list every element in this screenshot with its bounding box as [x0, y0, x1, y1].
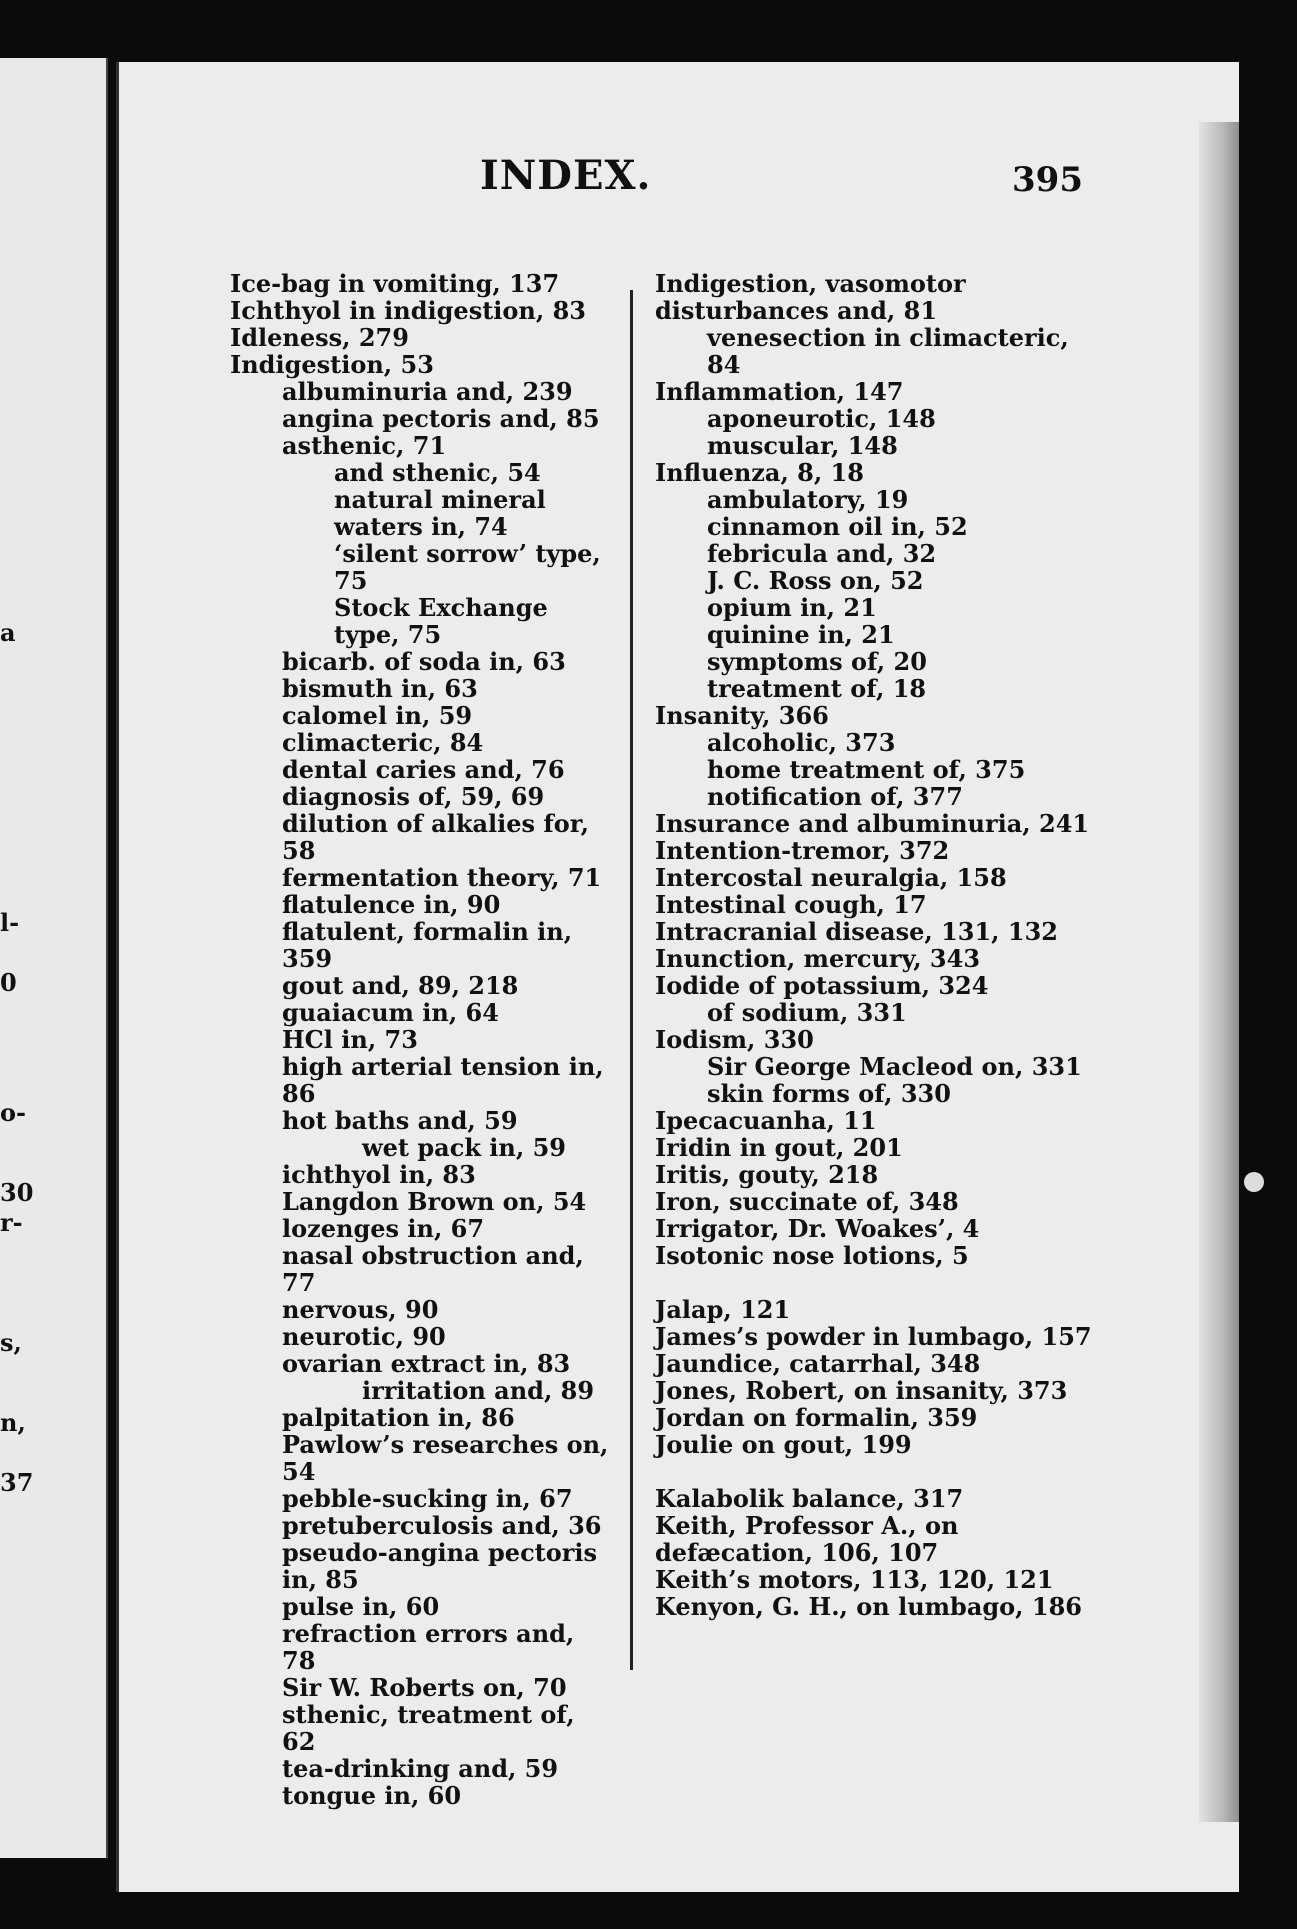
- index-subentry: angina pectoris and, 85: [282, 404, 600, 433]
- index-entry: Ice-bag in vomiting, 137: [230, 269, 560, 298]
- index-subentry: Stock Exchange type, 75: [334, 593, 548, 649]
- index-subentry: pebble-sucking in, 67: [282, 1484, 573, 1513]
- facing-page-fragment: o-: [0, 1098, 26, 1127]
- index-subentry: nervous, 90: [282, 1295, 439, 1324]
- index-column-right: [655, 270, 1095, 1620]
- index-entry: Keith’s motors, 113, 120, 121: [655, 1565, 1054, 1594]
- page-edge-shadow: [1199, 122, 1239, 1822]
- index-subentry: high arterial tension in, 86: [282, 1052, 604, 1108]
- facing-page-fragment: s,: [0, 1328, 22, 1357]
- index-subentry: hot baths and, 59: [282, 1106, 518, 1135]
- index-subentry: symptoms of, 20: [707, 647, 927, 676]
- index-subentry: asthenic, 71: [282, 431, 447, 460]
- index-column-left: [230, 270, 610, 1809]
- index-entry: Jordan on formalin, 359: [655, 1403, 978, 1432]
- facing-page-edge: [0, 58, 108, 1858]
- index-entry: Jalap, 121: [655, 1295, 791, 1324]
- index-subentry: irritation and, 89: [362, 1376, 595, 1405]
- index-subentry: bismuth in, 63: [282, 674, 478, 703]
- index-subentry: flatulent, formalin in, 359: [282, 917, 573, 973]
- index-entry: Joulie on gout, 199: [655, 1430, 912, 1459]
- index-subentry: ovarian extract in, 83: [282, 1349, 571, 1378]
- index-entry: Iodide of potassium, 324: [655, 971, 989, 1000]
- page-hole-mark: [1244, 1172, 1264, 1192]
- facing-page-fragment: 37: [0, 1468, 34, 1497]
- index-entry: Intracranial disease, 131, 132: [655, 917, 1058, 946]
- index-entry: Idleness, 279: [230, 323, 409, 352]
- index-subentry: tea-drinking and, 59: [282, 1754, 559, 1783]
- index-entry: Kenyon, G. H., on lumbago, 186: [655, 1592, 1082, 1621]
- index-subentry: pretuberculosis and, 36: [282, 1511, 602, 1540]
- index-entry: Isotonic nose lotions, 5: [655, 1241, 969, 1270]
- index-subentry: neurotic, 90: [282, 1322, 446, 1351]
- index-subentry: Sir W. Roberts on, 70: [282, 1673, 567, 1702]
- index-subentry: skin forms of, 330: [707, 1079, 951, 1108]
- index-subentry: aponeurotic, 148: [707, 404, 936, 433]
- index-subentry: ichthyol in, 83: [282, 1160, 476, 1189]
- index-subentry: tongue in, 60: [282, 1781, 462, 1810]
- index-subentry: lozenges in, 67: [282, 1214, 485, 1243]
- index-subentry: notification of, 377: [707, 782, 963, 811]
- index-subentry: pulse in, 60: [282, 1592, 440, 1621]
- index-subentry: dilution of alkalies for, 58: [282, 809, 589, 865]
- index-subentry: climacteric, 84: [282, 728, 484, 757]
- index-subentry: wet pack in, 59: [362, 1133, 566, 1162]
- index-entry: Influenza, 8, 18: [655, 458, 864, 487]
- index-subentry: calomel in, 59: [282, 701, 473, 730]
- index-entry: Keith, Professor A., on defæcation, 106, 107: [655, 1511, 959, 1567]
- index-subentry: opium in, 21: [707, 593, 877, 622]
- index-subentry: Pawlow’s researches on, 54: [282, 1430, 609, 1486]
- facing-page-fragment: a: [0, 618, 16, 647]
- index-subentry: pseudo-angina pectoris in, 85: [282, 1538, 598, 1594]
- index-subentry: Langdon Brown on, 54: [282, 1187, 587, 1216]
- facing-page-fragment: r-: [0, 1208, 23, 1237]
- index-subentry: nasal obstruction and, 77: [282, 1241, 584, 1297]
- index-entry: Indigestion, vasomotor disturbances and, 81: [655, 269, 966, 325]
- index-subentry: gout and, 89, 218: [282, 971, 519, 1000]
- index-subentry: diagnosis of, 59, 69: [282, 782, 545, 811]
- index-entry: Kalabolik balance, 317: [655, 1484, 964, 1513]
- index-section-gap: [655, 1269, 1095, 1296]
- index-subentry: bicarb. of soda in, 63: [282, 647, 566, 676]
- index-entry: Insurance and albuminuria, 241: [655, 809, 1090, 838]
- index-entry: Ichthyol in indigestion, 83: [230, 296, 586, 325]
- index-subentry: guaiacum in, 64: [282, 998, 499, 1027]
- page-number: 395: [1012, 160, 1083, 200]
- column-divider: [630, 290, 633, 1670]
- index-subentry: flatulence in, 90: [282, 890, 501, 919]
- facing-page-fragment: n,: [0, 1408, 26, 1437]
- index-subentry: ‘silent sorrow’ type, 75: [334, 539, 601, 595]
- index-subentry: palpitation in, 86: [282, 1403, 515, 1432]
- index-section-gap: [655, 1458, 1095, 1485]
- index-subentry: home treatment of, 375: [707, 755, 1026, 784]
- facing-page-fragment: 0: [0, 968, 17, 997]
- facing-page-fragment: 30: [0, 1178, 34, 1207]
- index-entry: Indigestion, 53: [230, 350, 434, 379]
- index-subentry: quinine in, 21: [707, 620, 895, 649]
- index-entry: Inunction, mercury, 343: [655, 944, 981, 973]
- index-subentry: treatment of, 18: [707, 674, 927, 703]
- index-entry: Jaundice, catarrhal, 348: [655, 1349, 981, 1378]
- index-entry: Jones, Robert, on insanity, 373: [655, 1376, 1068, 1405]
- index-subentry: muscular, 148: [707, 431, 898, 460]
- index-subentry: febricula and, 32: [707, 539, 937, 568]
- index-entry: Irrigator, Dr. Woakes’, 4: [655, 1214, 980, 1243]
- index-entry: Ipecacuanha, 11: [655, 1106, 877, 1135]
- index-subentry: and sthenic, 54: [334, 458, 541, 487]
- index-entry: James’s powder in lumbago, 157: [655, 1322, 1092, 1351]
- index-subentry: alcoholic, 373: [707, 728, 896, 757]
- index-subentry: dental caries and, 76: [282, 755, 565, 784]
- index-subentry: natural mineral waters in, 74: [334, 485, 546, 541]
- index-subentry: cinnamon oil in, 52: [707, 512, 968, 541]
- index-subentry: refraction errors and, 78: [282, 1619, 575, 1675]
- index-subentry: albuminuria and, 239: [282, 377, 573, 406]
- index-entry: Intention-tremor, 372: [655, 836, 950, 865]
- index-subentry: venesection in climacteric, 84: [707, 323, 1069, 379]
- index-entry: Insanity, 366: [655, 701, 829, 730]
- index-subentry: J. C. Ross on, 52: [707, 566, 924, 595]
- index-entry: Iridin in gout, 201: [655, 1133, 903, 1162]
- index-subentry: of sodium, 331: [707, 998, 907, 1027]
- index-entry: Iodism, 330: [655, 1025, 814, 1054]
- index-entry: Intestinal cough, 17: [655, 890, 927, 919]
- index-subentry: ambulatory, 19: [707, 485, 909, 514]
- index-entry: Iron, succinate of, 348: [655, 1187, 959, 1216]
- index-entry: Inflammation, 147: [655, 377, 904, 406]
- facing-page-fragment: l-: [0, 908, 20, 937]
- index-subentry: fermentation theory, 71: [282, 863, 602, 892]
- page-title: INDEX.: [480, 152, 652, 199]
- index-entry: Iritis, gouty, 218: [655, 1160, 879, 1189]
- index-subentry: Sir George Macleod on, 331: [707, 1052, 1082, 1081]
- index-subentry: sthenic, treatment of, 62: [282, 1700, 575, 1756]
- index-subentry: HCl in, 73: [282, 1025, 418, 1054]
- index-entry: Intercostal neuralgia, 158: [655, 863, 1007, 892]
